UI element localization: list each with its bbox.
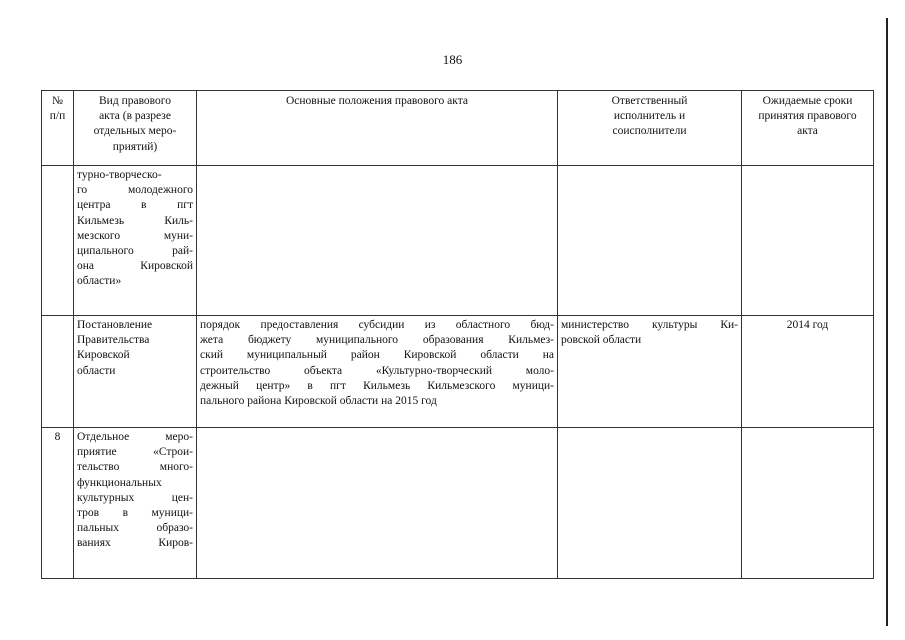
header-deadline: Ожидаемые сроки принятия правового акта: [742, 91, 874, 166]
header-provisions: Основные положения правового акта: [197, 91, 558, 166]
table-header-row: [42, 91, 874, 166]
executor-cell: министерство культуры Ки- ровской области: [558, 316, 742, 428]
deadline-cell: 2014 год: [742, 316, 874, 428]
table-row: [42, 166, 874, 316]
provisions-cell: [197, 166, 558, 316]
table-row: [42, 428, 874, 579]
row-num-cell: 8: [42, 428, 74, 579]
deadline-cell: [742, 166, 874, 316]
header-executor: Ответственный исполнитель и соисполнители: [558, 91, 742, 166]
act-type-cell: турно-творческо- го молодежного центра в пгт Кильмезь Киль- мезского муни- ципального рай- она Кировской области»: [74, 166, 197, 316]
provisions-cell: [197, 428, 558, 579]
executor-cell: [558, 166, 742, 316]
header-num: № п/п: [42, 91, 74, 166]
act-type-cell: Постановление Правительства Кировской области: [74, 316, 197, 428]
row-num-cell: [42, 316, 74, 428]
executor-cell: [558, 428, 742, 579]
page-number: 186: [442, 52, 463, 67]
scan-edge-line: [886, 18, 888, 626]
legal-acts-table: [41, 90, 874, 579]
provisions-cell: порядок предоставления субсидии из областного бюд- жета бюджету муниципального образования Кильмез- ский муниципальный район Кировской области на строительство объекта «Культурно-творческий моло- дежный центр» в пгт Кильмезь Кильмезского муници- пального района Кировской области на 2015 год: [197, 316, 558, 428]
row-num-cell: [42, 166, 74, 316]
deadline-cell: [742, 428, 874, 579]
table-row: [42, 316, 874, 428]
act-type-cell: Отдельное меро- приятие «Строи- тельство много- функциональных культурных цен- тров в муници- пальных образо- ваниях Киров-: [74, 428, 197, 579]
header-act-type: Вид правового акта (в разрезе отдельных меро- приятий): [74, 91, 197, 166]
